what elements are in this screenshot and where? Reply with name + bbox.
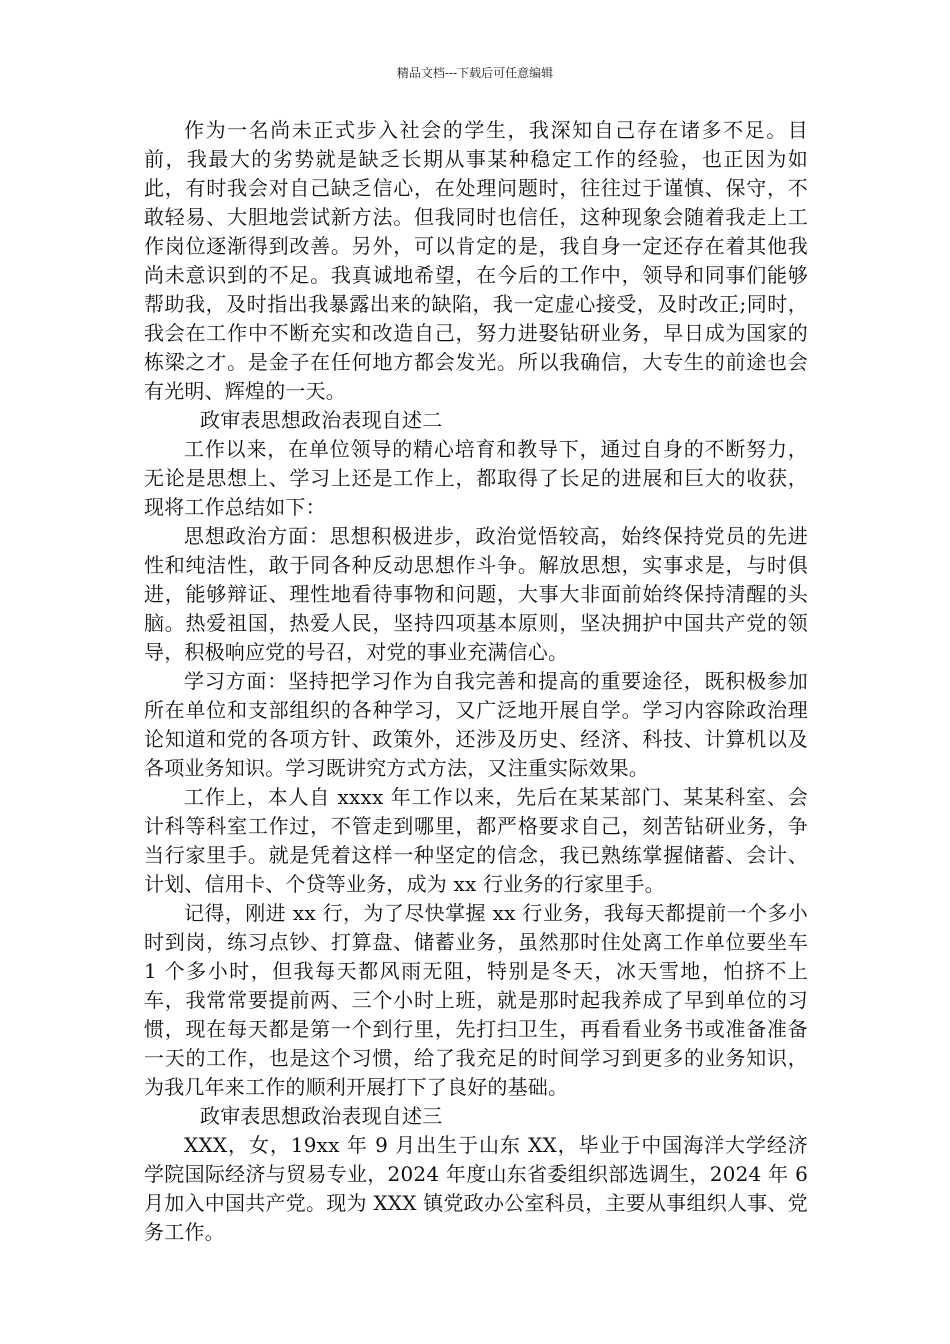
paragraph: 学习方面：坚持把学习作为自我完善和提高的重要途径，既积极参加所在单位和支部组织的各种学习，又广泛地开展自学。学习内容除政治理论知道和党的各项方针、政策外，还涉及历史、经济、科技、计算机以及各项业务知识。学习既讲究方式方法，又注重实际效果。 [144,669,808,780]
paragraph: 工作上，本人自 xxxx 年工作以来，先后在某某部门、某某科室、会计科等科室工作过，不管走到哪里，都严格要求自己，刻苦钻研业务，争当行家里手。就是凭着这样一种坚定的信念，我已熟练掌握储蓄、会计、计划、信用卡、个贷等业务，成为 xx 行业务的行家里手。 [144,785,808,896]
section-heading: 政审表思想政治表现自述三 [200,1104,443,1128]
paragraph: XXX，女，19xx 年 9 月出生于山东 XX，毕业于中国海洋大学经济学院国际经济与贸易专业，2024 年度山东省委组织部选调生，2024 年 6 月加入中国共产党。现为 XXX 镇党政办公室科员，主要从事组织人事、党务工作。 [144,1133,808,1244]
paragraph: 作为一名尚未正式步入社会的学生，我深知自己存在诸多不足。目前，我最大的劣势就是缺乏长期从事某种稳定工作的经验，也正因为如此，有时我会对自己缺乏信心，在处理问题时，往往过于谨慎、保守，不敢轻易、大胆地尝试新方法。但我同时也信任，这种现象会随着我走上工作岗位逐渐得到改善。另外，可以肯定的是，我自身一定还存在着其他我尚未意识到的不足。我真诚地希望，在今后的工作中，领导和同事们能够帮助我，及时指出我暴露出来的缺陷，我一定虚心接受，及时改正;同时，我会在工作中不断充实和改造自己，努力进娶钻研业务，早日成为国家的栋梁之才。是金子在任何地方都会发光。所以我确信，大专生的前途也会有光明、辉煌的一天。 [144,118,808,403]
page-header: 精品文档---下载后可任意编辑 [396,66,554,80]
paragraph: 工作以来，在单位领导的精心培育和教导下，通过自身的不断努力，无论是思想上、学习上还是工作上，都取得了长足的进展和巨大的收获，现将工作总结如下： [144,437,808,519]
paragraph: 记得，刚进 xx 行，为了尽快掌握 xx 行业务，我每天都提前一个多小时到岗，练习点钞、打算盘、储蓄业务，虽然那时住处离工作单位要坐车 1 个多小时，但我每天都风雨无阻，特别是冬天，冰天雪地，怕挤不上车，我常常要提前两、三个小时上班，就是那时起我养成了早到单位的习惯，现在每天都是第一个到行里，先打扫卫生，再看看业务书或准备准备一天的工作，也是这个习惯，给了我充足的时间学习到更多的业务知识，为我几年来工作的顺利开展打下了良好的基础。 [144,901,808,1099]
document-body [144,116,808,1247]
paragraph: 思想政治方面：思想积极进步，政治觉悟较高，始终保持党员的先进性和纯洁性，敢于同各种反动思想作斗争。解放思想，实事求是，与时俱进，能够辩证、理性地看待事物和问题，大事大非面前始终保持清醒的头脑。热爱祖国，热爱人民，坚持四项基本原则，坚决拥护中国共产党的领导，积极响应党的号召，对党的事业充满信心。 [144,524,808,664]
section-heading: 政审表思想政治表现自述二 [200,408,443,432]
